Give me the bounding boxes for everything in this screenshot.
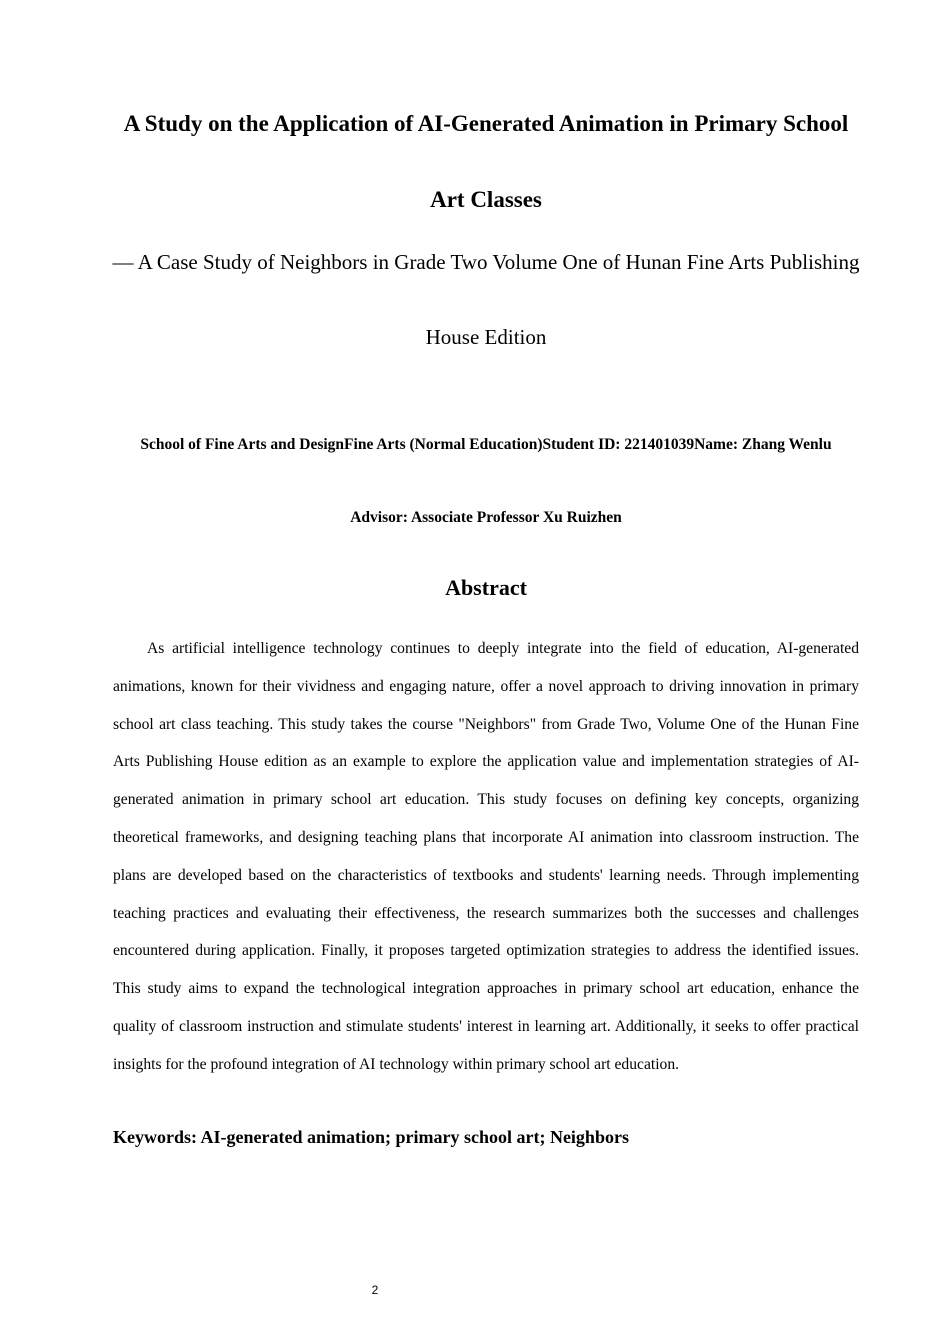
keywords-line: Keywords: AI-generated animation; primary school art; Neighbors — [113, 1127, 629, 1147]
paper-title: A Study on the Application of AI-Generated Animation in Primary School Art Classes — [123, 111, 849, 212]
abstract-body: As artificial intelligence technology continues to deeply integrate into the field of education, AI-generated animations, known for their vividness and engaging nature, offer a novel approach to driving innovation in primary school art class teaching. This study takes the course "Neighbors" from Grade Two, Volume One of the Hunan Fine Arts Publishing House edition as an example to explore the application value and implementation strategies of AI-generated animation in primary school art education. This study focuses on defining key concepts, organizing theoretical frameworks, and designing teaching plans that incorporate AI animation into classroom instruction. The plans are developed based on the characteristics of textbooks and students' learning needs. Through implementing teaching practices and evaluating their effectiveness, the research summarizes both the successes and challenges encountered during application. Finally, it proposes targeted optimization strategies to address the identified issues. This study aims to expand the technological integration approaches in primary school art education, enhance the quality of classroom instruction and stimulate students' interest in learning art. Additionally, it seeks to offer practical insights for the profound integration of AI technology within primary school art education. — [113, 640, 859, 1073]
paper-subtitle: — A Case Study of Neighbors in Grade Two Volume One of Hunan Fine Arts Publishing House Edition — [112, 250, 860, 349]
abstract-heading: Abstract — [445, 575, 527, 600]
page-number: 2 — [371, 1283, 379, 1297]
advisor-info: Advisor: Associate Professor Xu Ruizhen — [350, 509, 622, 526]
author-info: School of Fine Arts and DesignFine Arts (Normal Education)Student ID: 221401039Name: Zhang Wenlu — [140, 436, 832, 453]
